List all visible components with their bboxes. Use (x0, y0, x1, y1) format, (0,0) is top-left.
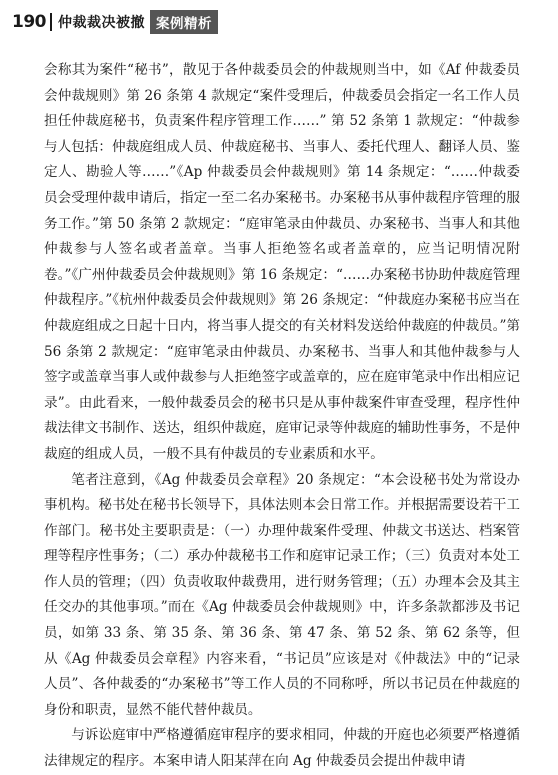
paragraph: 笔者注意到，《Ag 仲裁委员会章程》20 条规定：“本会设秘书处为常设办事机构。秘书处在秘书长领导下，具体法则本会日常工作。并根据需要设若干工作部门。秘书处主要职责是：（一）办理仲裁案件受理、仲裁文书送达、档案管理等程序性事务；（二）承办仲裁秘书工作和庭审记录工作；（三）负责对本处工作人员的管理；（四）负责收取仲裁费用，进行财务管理；（五）办理本会及其主任交办的其他事项。”而在《Ag 仲裁委员会仲裁规则》中，许多条款都涉及书记员，如第 33 条、第 35 条、第 36 条、第 47 条、第 52 条、第 62 条等，但从《Ag 仲裁委员会章程》内容来看，“书记员”应该是对《仲裁法》中的“记录人员”、各仲裁委的“办案秘书”等工作人员的不同称呼，所以书记员在仲裁庭的身份和职责，显然不能代替仲裁员。 (44, 471, 520, 718)
section-tag: 案例精析 (150, 10, 218, 34)
running-header (12, 10, 546, 34)
paragraph-continued: 会称其为案件“秘书”，散见于各仲裁委员会的仲裁规则当中，如《Af 仲裁委员会仲裁规则》第 26 条第 4 款规定“案件受理后，仲裁委员会指定一名工作人员担任仲裁庭秘书，负责案件程序管理工作……” 第 52 条第 1 款规定：“仲裁参与人包括：仲裁庭组成人员、仲裁庭秘书、当事人、委托代理人、翻译人员、鉴定人、勘验人等……”《Ap 仲裁委员会仲裁规则》第 14 条规定：“……仲裁委员会受理仲裁申请后，指定一至二名办案秘书。办案秘书从事仲裁程序管理的服务工作。”第 50 条第 2 款规定：“庭审笔录由仲裁员、办案秘书、当事人和其他仲裁参与人签名或者盖章。当事人拒绝签名或者盖章的，应当记明情况附卷。”《广州仲裁委员会仲裁规则》第 16 条规定：“……办案秘书协助仲裁庭管理仲裁程序。”《杭州仲裁委员会仲裁规则》第 26 条规定：“仲裁庭办案秘书应当在仲裁庭组成之日起十日内，将当事人提交的有关材料发送给仲裁庭的仲裁员。”第 56 条第 2 款规定：“庭审笔录由仲裁员、办案秘书、当事人和其他仲裁参与人签字或盖章当事人或仲裁参与人拒绝签字或盖章的，应在庭审笔录中作出相应记录”。由此看来，一般仲裁委员会的秘书只是从事仲裁案件审查受理，程序性仲裁法律文书制作、送达，组织仲裁庭，庭审记录等仲裁庭的辅助性事务，不是仲裁庭的组成人员，一般不具有仲裁员的专业素质和水平。 (44, 62, 520, 462)
header-divider (50, 13, 52, 31)
book-title: 仲裁裁决被撤 (58, 15, 145, 31)
paragraph: 与诉讼庭审中严格遵循庭审程序的要求相同，仲裁的开庭也必须要严格遵循法律规定的程序。本案申请人阳某萍在向 Ag 仲裁委员会提出仲裁申请 (44, 727, 520, 770)
page-body (44, 58, 520, 775)
page-number: 190 (12, 12, 46, 32)
